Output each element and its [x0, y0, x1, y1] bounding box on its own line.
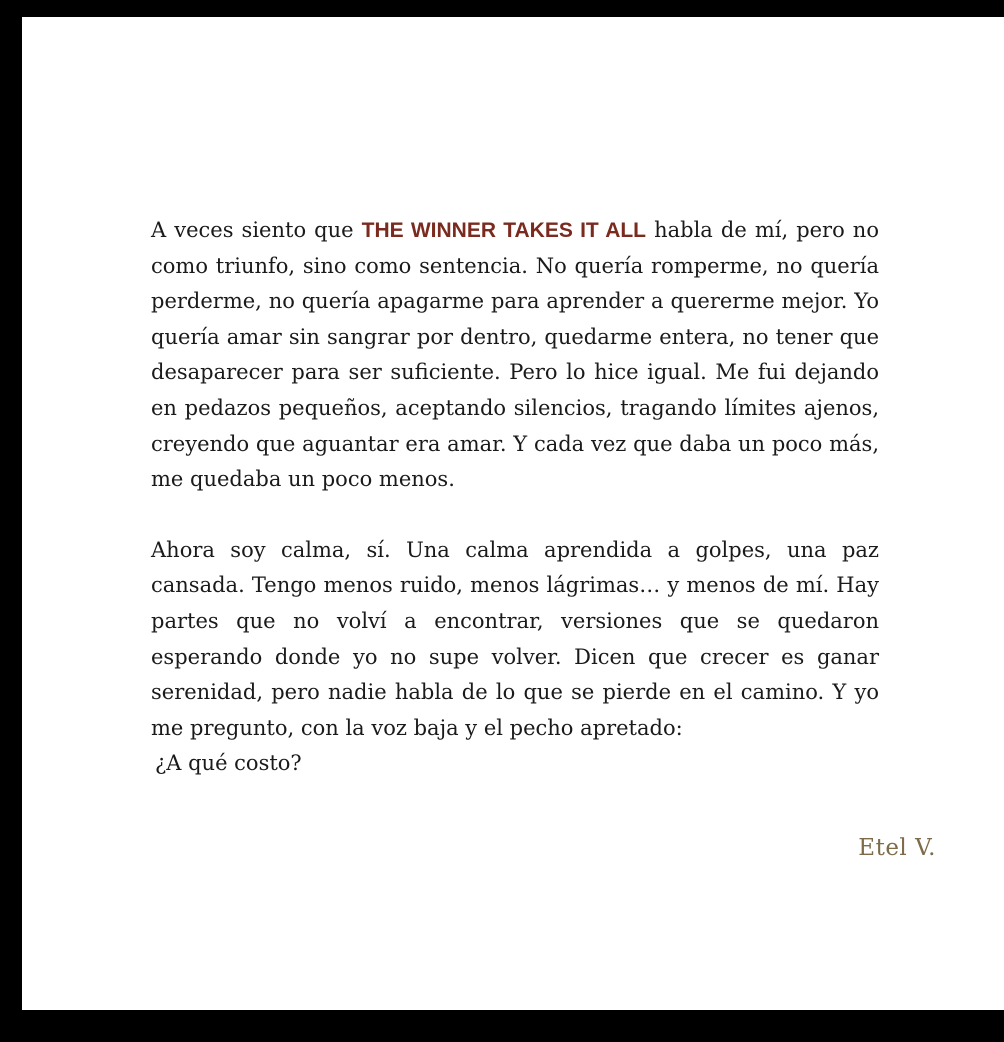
paragraph-1-intro: A veces siento que [151, 218, 362, 242]
paragraph-2: Ahora soy calma, sí. Una calma aprendida a golpes, una paz cansada. Tengo menos ruido, menos lágrimas… y menos de mí. Hay partes que no volví a encontrar, versiones que se quedaron esperando donde yo no supe volver. Dicen que crecer es ganar serenidad, pero nadie habla de lo que se pierde en el camino. Y yo me pregunto, con la voz baja y el pecho apretado: [151, 537, 879, 740]
closing-question: ¿A qué costo? [155, 751, 302, 776]
author-signature: Etel V. [858, 835, 936, 861]
song-title-highlight: THE WINNER TAKES IT ALL [361, 219, 647, 242]
page [22, 17, 1004, 1010]
paragraph-1-body: habla de mí, pero no como triunfo, sino como sentencia. No quería romperme, no quería perderme, no quería apagarme para aprender a quererme mejor. Yo quería amar sin sangrar por dentro, quedarme entera, no tener que desaparecer para ser suficiente. Pero lo hice igual. Me fui dejando en pedazos pequeños, aceptando silencios, tragando límites ajenos, creyendo que aguantar era amar. Y cada vez que daba un poco más, me quedaba un poco menos. [151, 218, 879, 492]
text-block [151, 213, 879, 782]
paragraph-1 [151, 213, 879, 498]
